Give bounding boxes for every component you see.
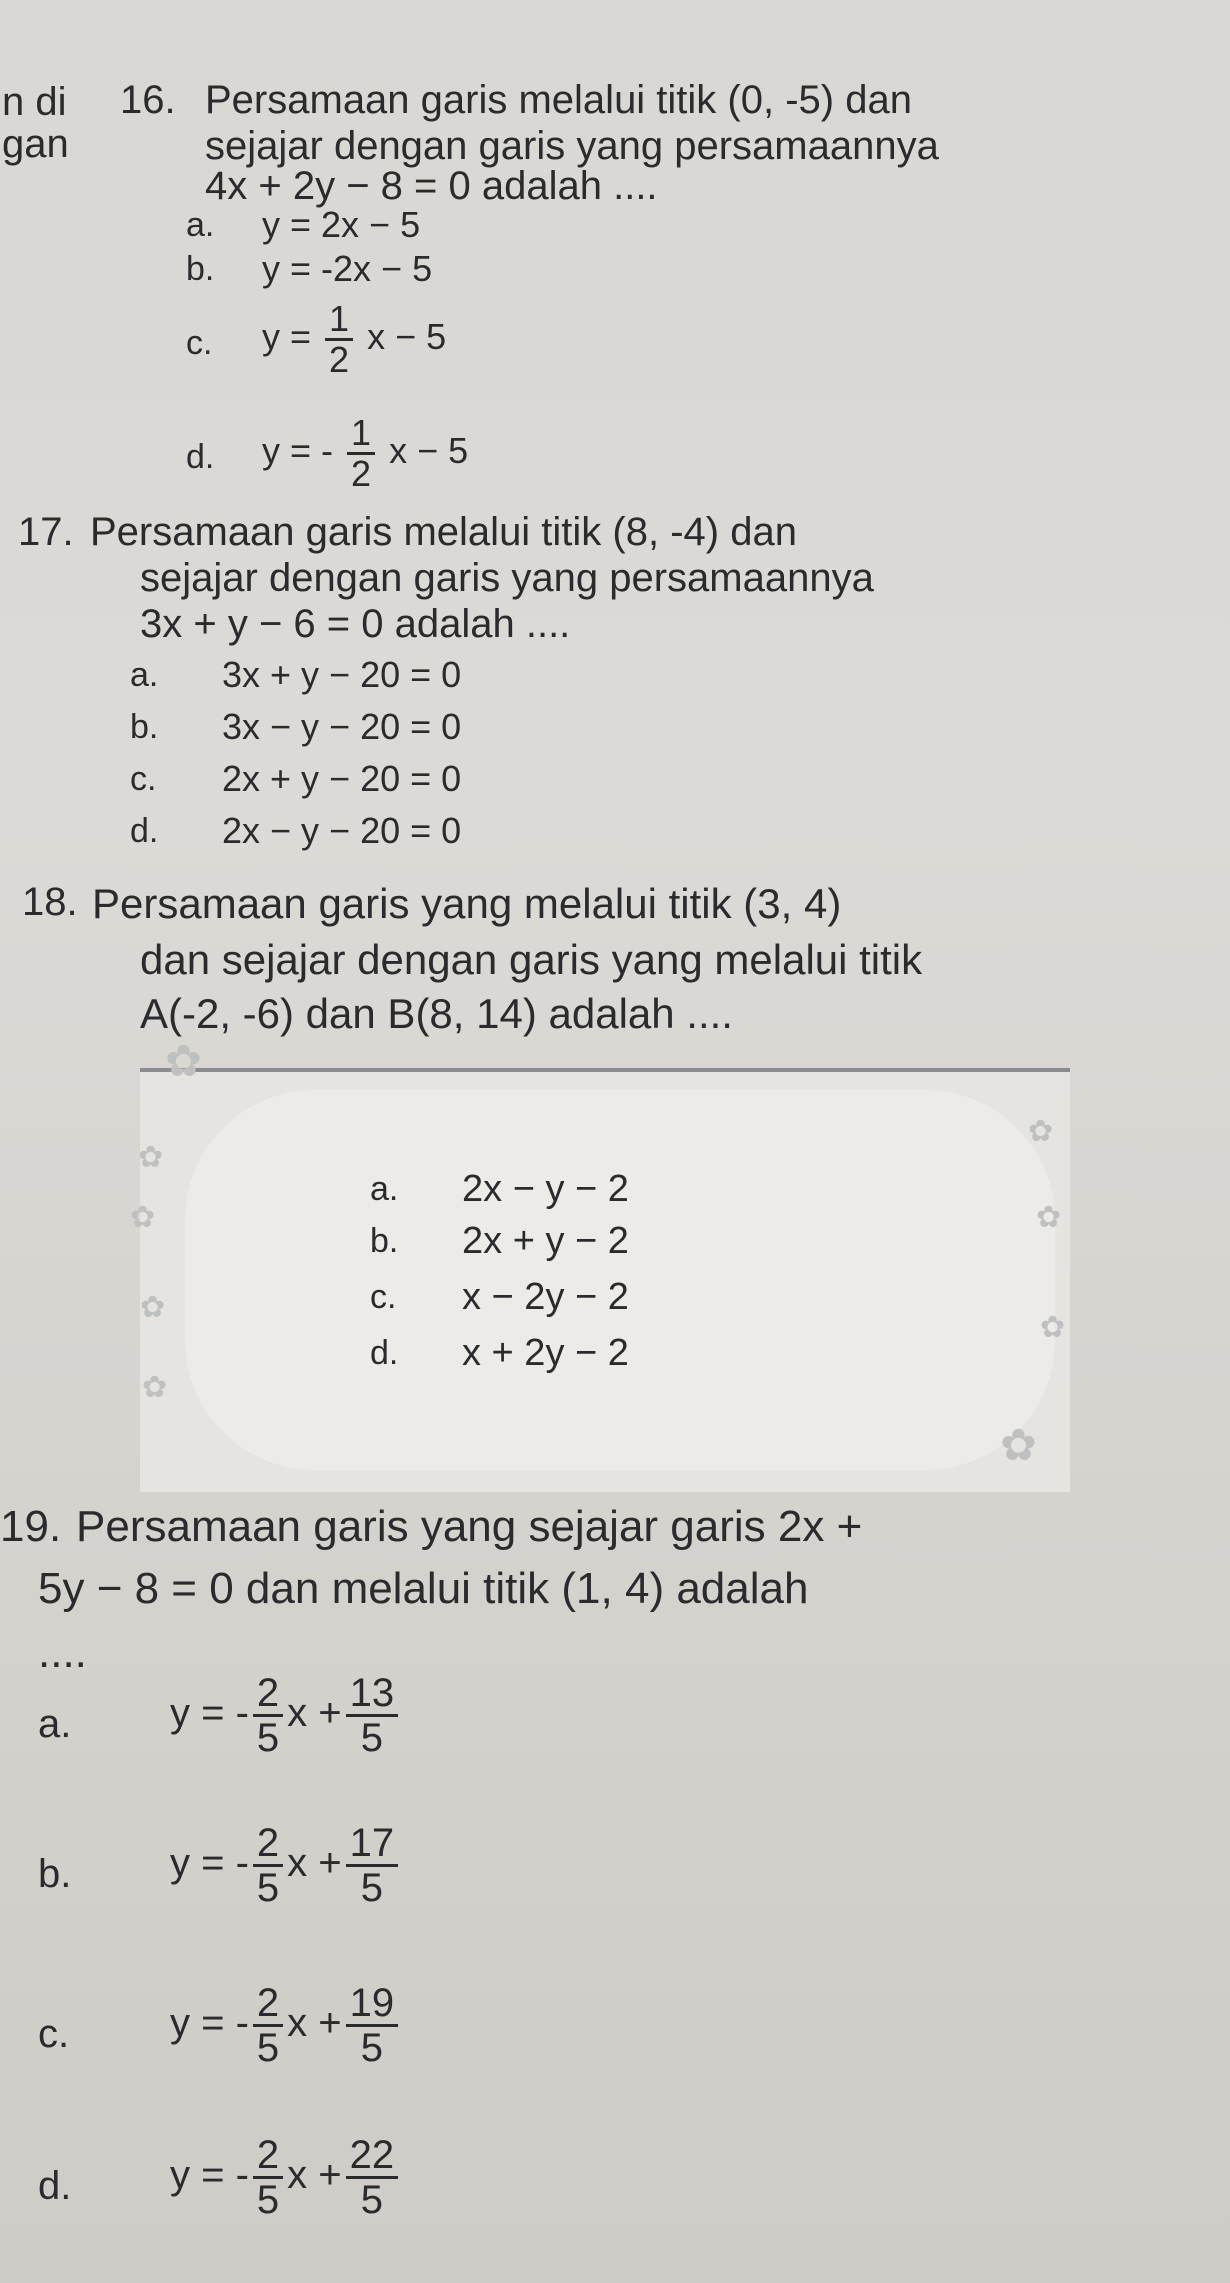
q18-option-b-letter: b.: [370, 1222, 399, 1260]
q18-line2: dan sejajar dengan garis yang melalui titik: [140, 936, 923, 983]
q17-option-a-letter: a.: [130, 656, 159, 694]
q16-line2: sejajar dengan garis yang persamaannya: [205, 124, 939, 168]
q19-a-mid: x +: [287, 1691, 342, 1736]
q19-option-d-expression: [170, 2134, 402, 2221]
flower-decoration-icon: ✿: [130, 1201, 156, 1234]
q16-option-b-letter: b.: [186, 250, 215, 288]
q16-c-denominator: 2: [329, 338, 350, 380]
q19-b-fraction-2: [346, 1822, 399, 1909]
flower-decoration-icon: ✿: [140, 1291, 166, 1324]
q19-c-fraction-2: [346, 1982, 399, 2069]
q19-c-num-2: 19: [346, 1982, 399, 2027]
flower-decoration-icon: ✿: [1000, 1421, 1037, 1470]
q16-option-a-letter: a.: [186, 206, 215, 244]
q16-d-fraction: [347, 414, 375, 493]
q16-c-numerator: 1: [325, 300, 353, 341]
q19-a-num-1: 2: [253, 1672, 283, 1717]
q19-option-d-letter: d.: [38, 2164, 72, 2208]
q19-b-mid: x +: [287, 1841, 342, 1886]
q19-b-den-2: 5: [360, 1866, 384, 1910]
q19-d-fraction-2: [346, 2134, 399, 2221]
q17-option-a-text: 3x + y − 20 = 0: [222, 654, 462, 695]
q17-line2: sejajar dengan garis yang persamaannya: [140, 556, 874, 600]
q19-a-fraction-2: [346, 1672, 399, 1759]
q19-d-fraction-1: [253, 2134, 283, 2221]
q19-d-den-2: 5: [360, 2178, 384, 2222]
q19-option-a-letter: a.: [38, 1702, 72, 1746]
q16-d-rhs: x − 5: [389, 429, 469, 471]
flower-decoration-icon: ✿: [1028, 1115, 1054, 1148]
q16-line3: 4x + 2y − 8 = 0 adalah ....: [205, 164, 658, 208]
q19-d-lhs: y = -: [170, 2153, 249, 2198]
q17-line1: Persamaan garis melalui titik (8, -4) dan: [90, 510, 797, 554]
q19-a-den-2: 5: [360, 1716, 384, 1760]
q16-c-lhs: y =: [262, 315, 312, 357]
q16-line1: Persamaan garis melalui titik (0, -5) dan: [205, 78, 912, 122]
q19-option-a-expression: [170, 1672, 402, 1759]
q16-number: 16.: [120, 78, 176, 122]
q16-c-rhs: x − 5: [367, 315, 447, 357]
q17-option-c-letter: c.: [130, 760, 157, 798]
q19-a-den-1: 5: [256, 1716, 280, 1760]
q19-option-c-expression: [170, 1982, 402, 2069]
q18-line1: Persamaan garis yang melalui titik (3, 4): [92, 880, 842, 927]
q19-option-b-letter: b.: [38, 1852, 72, 1896]
q19-c-den-2: 5: [360, 2026, 384, 2070]
q19-option-c-letter: c.: [38, 2012, 70, 2056]
q18-option-c-text: x − 2y − 2: [462, 1276, 629, 1318]
q19-b-fraction-1: [253, 1822, 283, 1909]
margin-text-2: gan: [2, 122, 69, 166]
q19-b-lhs: y = -: [170, 1841, 249, 1886]
q19-b-num-2: 17: [346, 1822, 399, 1867]
q16-d-denominator: 2: [351, 452, 372, 494]
q16-option-b-text: y = -2x − 5: [262, 248, 433, 289]
q19-a-lhs: y = -: [170, 1691, 249, 1736]
q18-line3: A(-2, -6) dan B(8, 14) adalah ....: [140, 990, 733, 1037]
q19-number: 19.: [0, 1502, 62, 1551]
q17-line3: 3x + y − 6 = 0 adalah ....: [140, 602, 571, 646]
q18-option-c-letter: c.: [370, 1278, 397, 1316]
q16-option-c-letter: c.: [186, 324, 213, 362]
q18-option-d-text: x + 2y − 2: [462, 1332, 629, 1374]
q19-line2: 5y − 8 = 0 dan melalui titik (1, 4) adalah: [38, 1564, 809, 1613]
q18-option-d-letter: d.: [370, 1334, 399, 1372]
q16-d-lhs: y = -: [262, 429, 334, 471]
q19-b-num-1: 2: [253, 1822, 283, 1867]
flower-decoration-icon: ✿: [1036, 1201, 1062, 1234]
q18-option-b-text: 2x + y − 2: [462, 1220, 629, 1262]
q18-number: 18.: [22, 880, 78, 924]
q19-a-num-2: 13: [346, 1672, 399, 1717]
q16-option-d-expression: [262, 414, 468, 493]
q17-number: 17.: [18, 510, 74, 554]
flower-decoration-icon: ✿: [165, 1037, 202, 1086]
flower-decoration-icon: ✿: [142, 1371, 168, 1404]
q19-b-den-1: 5: [256, 1866, 280, 1910]
q17-option-b-letter: b.: [130, 708, 159, 746]
q17-option-c-text: 2x + y − 20 = 0: [222, 758, 462, 799]
q19-c-num-1: 2: [253, 1982, 283, 2027]
q19-option-b-expression: [170, 1822, 402, 1909]
q17-option-d-letter: d.: [130, 812, 159, 850]
q19-a-fraction-1: [253, 1672, 283, 1759]
q16-c-fraction: [325, 300, 353, 379]
q19-c-fraction-1: [253, 1982, 283, 2069]
q19-line1: Persamaan garis yang sejajar garis 2x +: [76, 1502, 863, 1551]
q18-option-a-text: 2x − y − 2: [462, 1168, 629, 1210]
flower-decoration-icon: ✿: [1040, 1311, 1066, 1344]
margin-text-1: n di: [2, 80, 67, 124]
q16-option-a-text: y = 2x − 5: [262, 204, 421, 245]
q19-line3: ....: [38, 1628, 87, 1677]
q19-c-mid: x +: [287, 2001, 342, 2046]
q19-d-den-1: 5: [256, 2178, 280, 2222]
q19-c-den-1: 5: [256, 2026, 280, 2070]
q19-c-lhs: y = -: [170, 2001, 249, 2046]
q19-d-num-2: 22: [346, 2134, 399, 2179]
q17-option-b-text: 3x − y − 20 = 0: [222, 706, 462, 747]
q17-option-d-text: 2x − y − 20 = 0: [222, 810, 462, 851]
q16-option-c-expression: [262, 300, 446, 379]
q16-d-numerator: 1: [347, 414, 375, 455]
q19-d-mid: x +: [287, 2153, 342, 2198]
flower-decoration-icon: ✿: [138, 1141, 164, 1174]
q16-option-d-letter: d.: [186, 438, 215, 476]
q18-option-a-letter: a.: [370, 1170, 399, 1208]
q19-d-num-1: 2: [253, 2134, 283, 2179]
